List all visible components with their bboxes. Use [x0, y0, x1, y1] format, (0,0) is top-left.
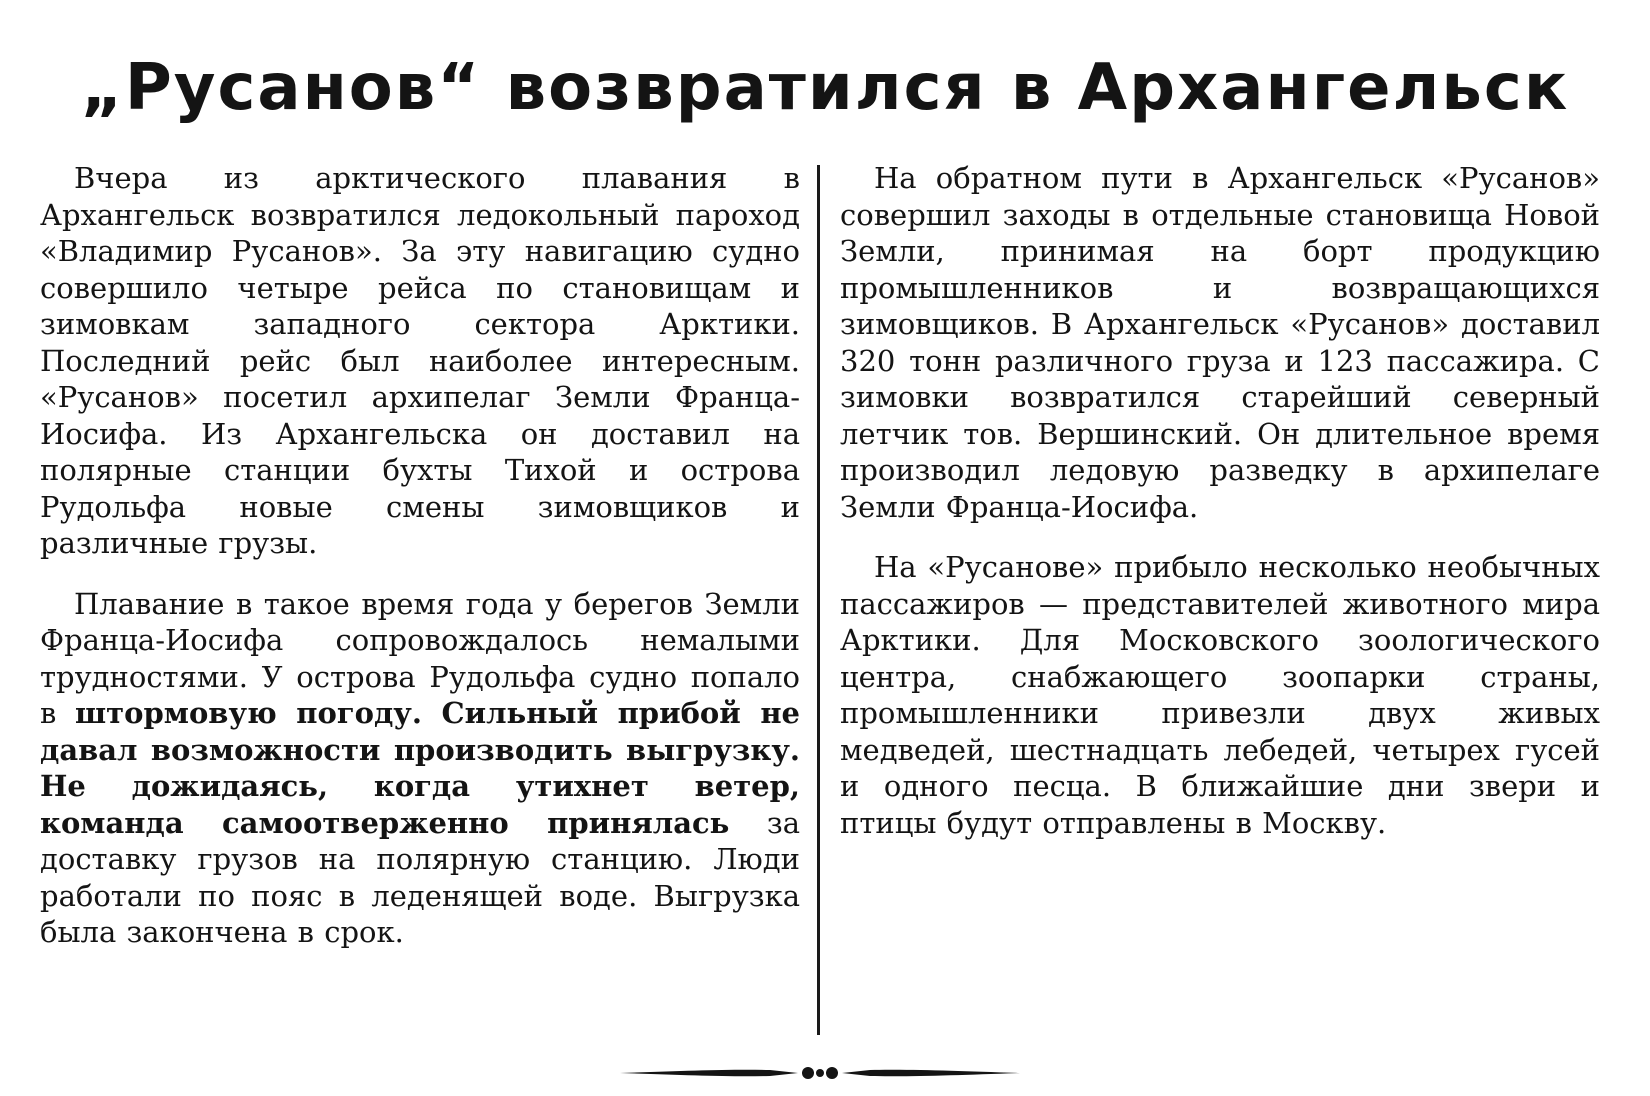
right-column: [840, 160, 1600, 841]
left-paragraph-2: [40, 586, 800, 951]
left-paragraph-2-end: за доставку грузов на полярную станцию. Люди работали по пояс в леденящей воде. Выгрузка была закончена в срок.: [40, 805, 801, 949]
right-paragraph-2: На «Русанове» прибыло несколько необычных пассажиров — представителей животного мира Арктики. Для Московского зоологического центра, снабжающего зоопарки страны, промышленники привезли двух живых медведей, шестнадцать лебедей, четырех гусей и одного песца. В ближайшие дни звери и птицы будут отправлены в Москву.: [840, 550, 1600, 840]
end-ornament-divider: [620, 1062, 1020, 1084]
right-paragraph-1: На обратном пути в Архангельск «Русанов» совершил заходы в отдельные становища Новой Земли, принимая на борт продукцию промышленников и возвращающихся зимовщиков. В Архангельск «Русанов» доставил 320 тонн различного груза и 123 пассажира. С зимовки возвратился старейший северный летчик тов. Вершинский. Он длительное время производил ледовую разведку в архипелаге Земли Франца-Иосифа.: [840, 161, 1600, 524]
article-headline: „Русанов“ возвратился в Архангельск: [80, 51, 1570, 125]
left-paragraph-2-start: Плавание в такое время года у берегов Земли Франца-Иосифа сопровождалось немалыми трудностями. У острова Рудольфа судно попало в: [40, 586, 800, 730]
left-paragraph-2-bold: штормовую погоду. Сильный прибой не давал возможности производить выгрузку. Не дожидаясь, когда утихнет ветер, команда самоотверженно принялась: [40, 696, 800, 840]
column-divider: [817, 165, 820, 1035]
left-column: [40, 160, 800, 951]
left-paragraph-1: Вчера из арктического плавания в Архангельск возвратился ледокольный пароход «Владимир Русанов». За эту навигацию судно совершило четыре рейса по становищам и зимовкам западного сектора Арктики. Последний рейс был наиболее интересным. «Русанов» посетил архипелаг Земли Франца-Иосифа. Из Архангельска он доставил на полярные станции бухты Тихой и острова Рудольфа новые смены зимовщиков и различные грузы.: [40, 161, 800, 560]
